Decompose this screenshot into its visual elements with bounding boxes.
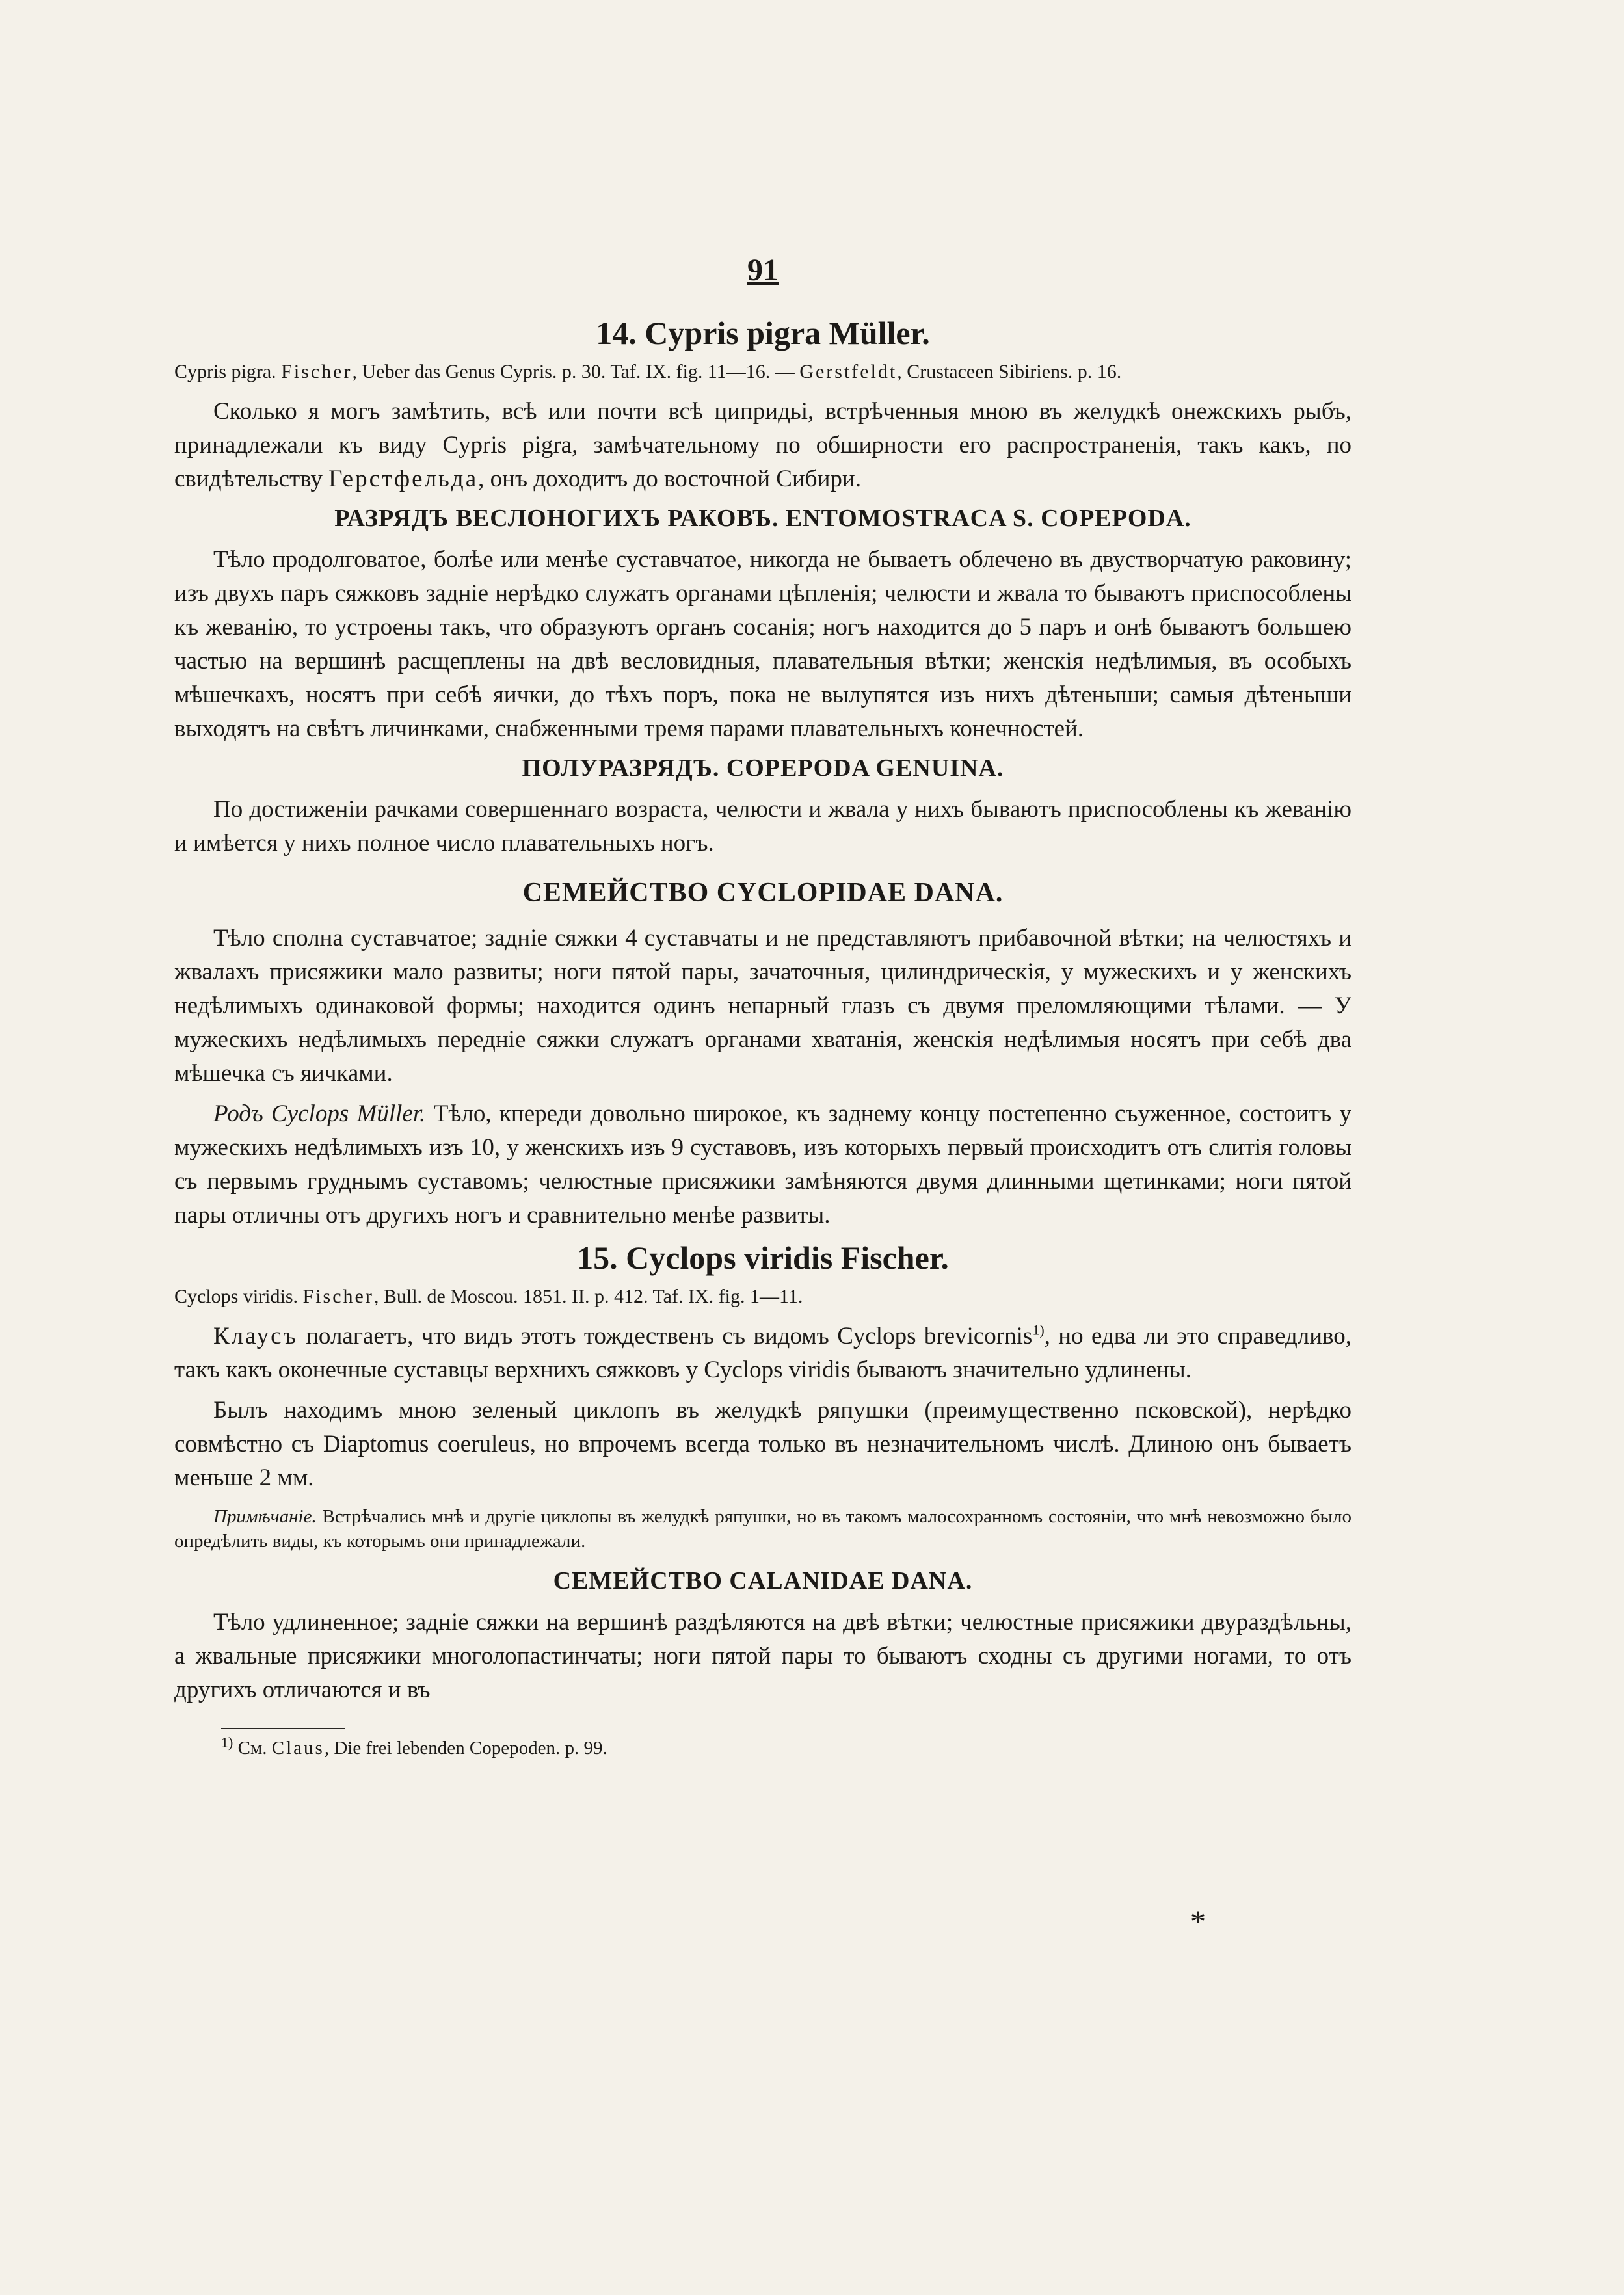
paragraph bbox=[174, 395, 1351, 496]
reference-text: , Ueber das Genus Cypris. p. 30. Taf. IX. fig. 11—16. — bbox=[352, 361, 800, 382]
species-title: 15. Cyclops viridis Fischer. bbox=[577, 1240, 949, 1276]
reference bbox=[174, 1284, 1351, 1309]
reference-text: , Crustaceen Sibiriens. p. 16. bbox=[897, 361, 1122, 382]
section-heading: ПОЛУРАЗРЯДЪ. COPEPODA GENUINA. bbox=[522, 754, 1004, 782]
reference-text: Cypris pigra. bbox=[174, 361, 282, 382]
section-heading: РАЗРЯДЪ ВЕСЛОНОГИХЪ РАКОВЪ. ENTOMOSTRACA S. COPEPODA. bbox=[334, 505, 1191, 532]
footnote bbox=[174, 1736, 1351, 1760]
section-suborder bbox=[174, 754, 1351, 860]
paragraph: Тѣло сполна суставчатое; задніе сяжки 4 суставчаты и не представляютъ прибавочной вѣтки; на челюстяхъ и жвалахъ присяжики мало развиты; ноги пятой пары, зачаточныя, цилиндрическія, у мужескихъ и у женскихъ недѣлимыхъ одинаковой формы; находится одинъ непарный глазъ съ двумя преломляющими тѣлами. — У мужескихъ недѣлимыхъ передніе сяжки служатъ органами хватанія, женскія недѣлимыя носятъ при себѣ два мѣшечка съ яичками. bbox=[174, 925, 1351, 1087]
paragraph: Тѣло удлиненное; задніе сяжки на вершинѣ раздѣляются на двѣ вѣтки; челюстные присяжики двураздѣльны, а жвальные присяжики многолопастинчаты; ноги пятой пары то бываютъ сходны съ другими ногами, то отъ другихъ отличаются и въ bbox=[174, 1609, 1351, 1703]
section-cypris-pigra bbox=[174, 314, 1351, 496]
signature-mark: * bbox=[1190, 1905, 1206, 1939]
paragraph-text: , но едва ли это справедливо, такъ какъ оконечные суставцы верхнихъ сяжковъ у Cyclops viridis бываютъ значительно удлинены. bbox=[174, 1323, 1352, 1383]
reference-text: Cyclops viridis. bbox=[174, 1286, 303, 1307]
author-name: Claus bbox=[271, 1738, 325, 1758]
author-name: Герстфельда bbox=[328, 466, 479, 492]
paragraph bbox=[174, 1320, 1351, 1387]
paragraph-text: , онъ доходитъ до восточной Сибири. bbox=[478, 466, 861, 492]
section-cyclops-viridis bbox=[174, 1239, 1351, 1554]
author-name: Fischer bbox=[281, 361, 353, 382]
note-label: Примѣчаніе. bbox=[213, 1506, 317, 1527]
page-number: 91 bbox=[747, 253, 779, 287]
footnote-text: См. bbox=[233, 1738, 272, 1758]
paragraph: По достиженіи рачками совершеннаго возраста, челюсти и жвала у нихъ бываютъ приспособлены къ жеванію и имѣется у нихъ полное число плавательныхъ ногъ. bbox=[174, 796, 1351, 856]
author-name: Gerstfeldt bbox=[799, 361, 898, 382]
paragraph-text: полагаетъ, что видъ этотъ тождественъ съ видомъ Cyclops brevicornis bbox=[297, 1323, 1033, 1349]
author-name: Клаусъ bbox=[213, 1323, 298, 1349]
footnote-ref: 1) bbox=[1032, 1321, 1045, 1338]
reference bbox=[174, 360, 1351, 384]
section-calanidae bbox=[174, 1567, 1351, 1707]
paragraph: Тѣло продолговатое, болѣе или менѣе суставчатое, никогда не бываетъ облечено въ двустворчатую раковину; изъ двухъ паръ сяжковъ задніе нерѣдко служатъ органами цѣпленія; челюсти и жвала то бываютъ приспособлены къ жеванію, то устроены такъ, что образуютъ органъ сосанія; ногъ находится до 5 паръ и онѣ бываютъ большею частью на вершинѣ расщеплены на двѣ весловидныя, плавательныя вѣтки; женскія недѣлимыя, въ особыхъ мѣшечкахъ, носятъ при себѣ яички, до тѣхъ поръ, пока не вылупятся изъ нихъ дѣтеныши; самыя дѣтеныши выходятъ на свѣтъ личинками, снабженными тремя парами плавательныхъ конечностей. bbox=[174, 546, 1351, 742]
genus-label: Родъ Cyclops Müller. bbox=[213, 1100, 426, 1127]
section-heading: СЕМЕЙСТВО CALANIDAE DANA. bbox=[553, 1567, 973, 1595]
page-content bbox=[174, 252, 1351, 1760]
note bbox=[174, 1504, 1351, 1554]
footnote-text: , Die frei lebenden Copepoden. p. 99. bbox=[324, 1738, 607, 1758]
footnote-divider bbox=[221, 1728, 345, 1729]
author-name: Fischer bbox=[302, 1286, 374, 1307]
section-cyclopidae bbox=[174, 877, 1351, 1232]
species-title: 14. Cypris pigra Müller. bbox=[596, 315, 930, 351]
reference-text: , Bull. de Moscou. 1851. II. p. 412. Taf. IX. fig. 1—11. bbox=[373, 1286, 803, 1307]
paragraph-text: Сколько я могъ замѣтить, всѣ или почти всѣ ципридьі, встрѣченныя мною въ желудкѣ онежскихъ рыбъ, принадлежали къ виду Cypris pigra, замѣчательному по обширности его распространенія, такъ какъ, по свидѣтельству bbox=[174, 398, 1351, 492]
footnote-mark: 1) bbox=[221, 1734, 233, 1751]
paragraph bbox=[174, 1097, 1351, 1232]
paragraph-text: Тѣло, кпереди довольно широкое, къ заднему концу постепенно съуженное, состоитъ у мужескихъ недѣлимыхъ изъ 10, у женскихъ изъ 9 суставовъ, изъ которыхъ первый происходитъ отъ слитія головы съ первымъ груднымъ суставомъ; челюстные присяжики замѣняются двумя длинными щетинками; ноги пятой пары отличны отъ другихъ ногъ и сравнительно менѣе развиты. bbox=[174, 1100, 1351, 1228]
paragraph: Былъ находимъ мною зеленый циклопъ въ желудкѣ ряпушки (преимущественно псковской), нерѣдко совмѣстно съ Diaptomus coeruleus, но впрочемъ всегда только въ незначительномъ числѣ. Длиною онъ бываетъ меньше 2 мм. bbox=[174, 1397, 1351, 1491]
note-text: Встрѣчались мнѣ и другіе циклопы въ желудкѣ ряпушки, но въ такомъ малосохранномъ состояніи, что мнѣ невозможно было опредѣлить виды, къ которымъ они принадлежали. bbox=[174, 1506, 1351, 1552]
section-order bbox=[174, 504, 1351, 746]
section-heading: СЕМЕЙСТВО CYCLOPIDAE DANA. bbox=[522, 878, 1004, 908]
